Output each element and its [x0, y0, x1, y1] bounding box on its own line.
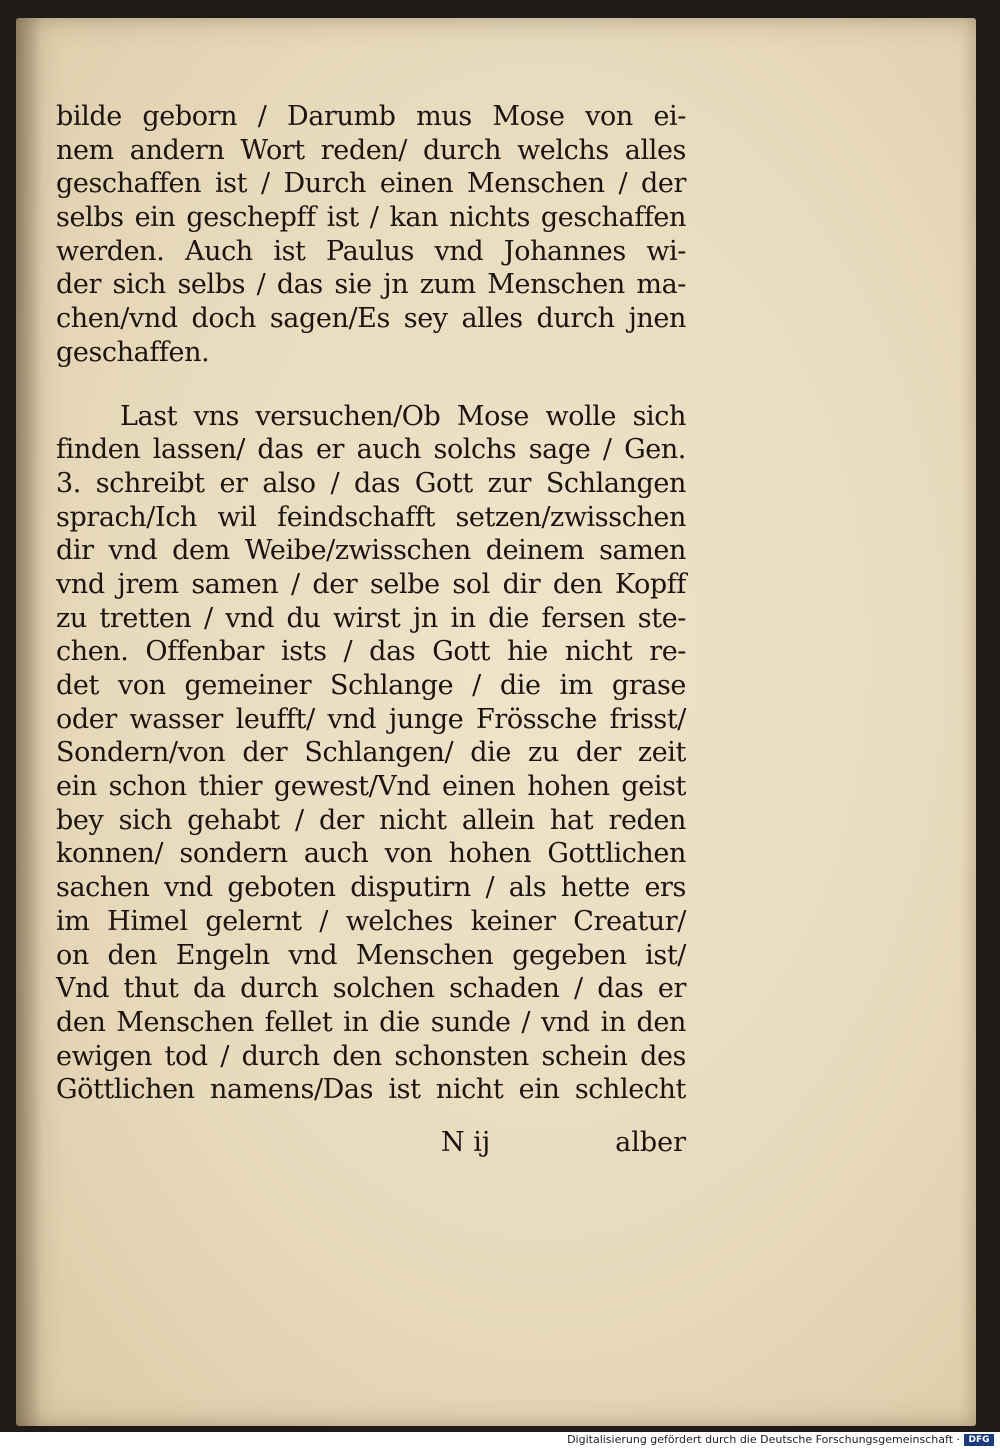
text-line: geschaffen ist / Durch einen Menschen / der [56, 168, 686, 200]
paragraph-2 [56, 400, 686, 1107]
text-line: chen. Offenbar ists / das Gott hie nicht re- [56, 636, 686, 668]
catch-line [56, 1127, 686, 1161]
dfg-logo: DFG [964, 1434, 994, 1446]
text-line: geschaffen. [56, 336, 210, 368]
text-line: sprach/Ich wil feindschafft setzen/zwisschen [56, 501, 686, 533]
text-line: dir vnd dem Weibe/zwisschen deinem samen [56, 535, 686, 567]
text-line: sachen vnd geboten disputirn / als hette ers [56, 872, 686, 904]
text-line: oder wasser leufft/ vnd junge Frössche frisst/ [56, 703, 686, 735]
text-line: ein schon thier gewest/Vnd einen hohen geist [56, 771, 686, 803]
text-line: Göttlichen namens/Das ist nicht ein schlecht [56, 1074, 686, 1106]
signature-mark: N ij [441, 1127, 491, 1158]
text-line: 3. schreibt er also / das Gott zur Schlangen [56, 467, 686, 499]
digitization-footer [0, 1432, 1000, 1449]
text-line: der sich selbs / das sie jn zum Menschen ma- [56, 269, 686, 301]
footer-credit: Digitalisierung gefördert durch die Deutsche Forschungsgemeinschaft · [567, 1433, 960, 1446]
page-text [56, 100, 686, 1107]
text-line: Sondern/von der Schlangen/ die zu der zeit [56, 737, 686, 769]
catchword: alber [615, 1127, 686, 1158]
text-line: konnen/ sondern auch von hohen Gottlichen [56, 838, 686, 870]
text-line: selbs ein geschepff ist / kan nichts geschaffen [56, 202, 686, 234]
text-line: nem andern Wort reden/ durch welchs alles [56, 134, 686, 166]
text-line: im Himel gelernt / welches keiner Creatur/ [56, 905, 686, 937]
text-line: on den Engeln vnd Menschen gegeben ist/ [56, 939, 686, 971]
text-line: bilde geborn / Darumb mus Mose von ei- [56, 101, 686, 132]
text-line: det von gemeiner Schlange / die im grase [56, 670, 686, 701]
text-line: Last vns versuchen/Ob Mose wolle sich [120, 400, 686, 432]
text-line: finden lassen/ das er auch solchs sage / Gen. [56, 434, 686, 466]
text-line: bey sich gehabt / der nicht allein hat reden [56, 804, 686, 836]
text-line: den Menschen fellet in die sunde / vnd in den [56, 1006, 686, 1038]
text-line: Vnd thut da durch solchen schaden / das er [56, 973, 686, 1005]
spine-shadow [16, 18, 42, 1426]
text-line: chen/vnd doch sagen/Es sey alles durch jnen [56, 303, 686, 335]
text-line: zu tretten / vnd du wirst jn in die fersen ste- [56, 602, 686, 634]
text-line: vnd jrem samen / der selbe sol dir den Kopff [56, 568, 686, 600]
paragraph-1 [56, 100, 686, 370]
text-line: ewigen tod / durch den schonsten schein des [56, 1040, 686, 1072]
text-line: werden. Auch ist Paulus vnd Johannes wi- [56, 235, 686, 267]
